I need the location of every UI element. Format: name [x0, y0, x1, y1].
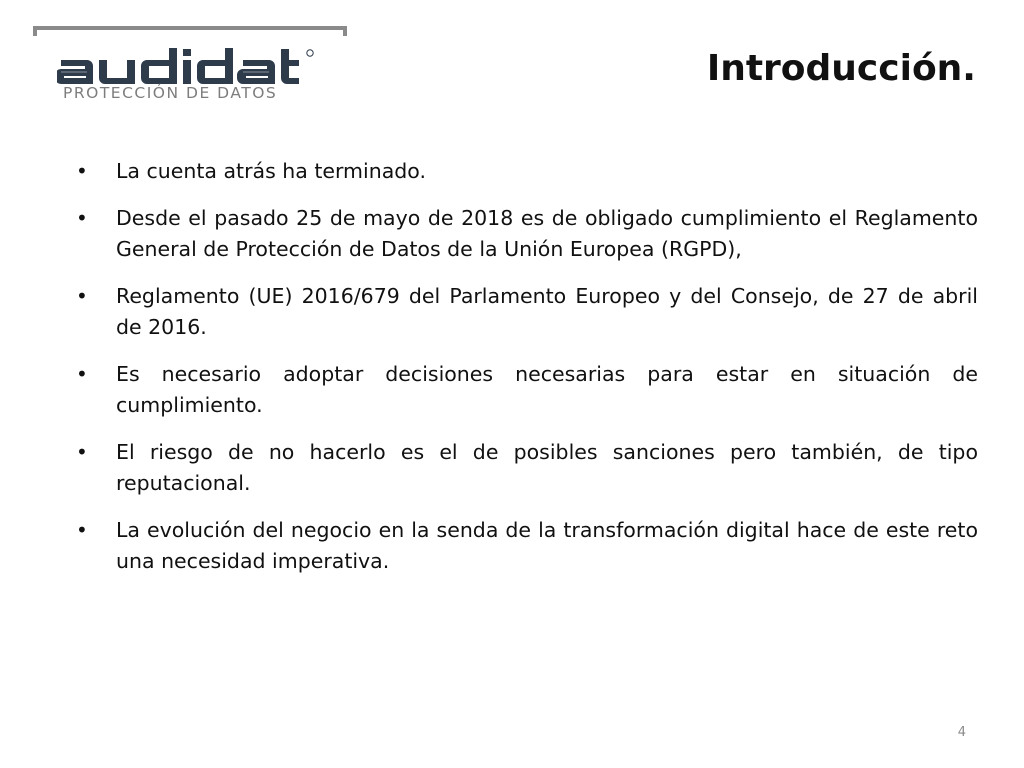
bullet-text: El riesgo de no hacerlo es el de posibles sanciones pero también, de tipo reputacional.: [116, 440, 978, 495]
bullet-icon: •: [76, 440, 88, 464]
logo-bracket: [33, 26, 347, 36]
logo-tagline: PROTECCIÓN DE DATOS: [63, 84, 278, 102]
bullet-icon: •: [76, 518, 88, 542]
bullet-item: [73, 437, 978, 499]
bullet-item: [73, 156, 978, 187]
logo-wordmark: [57, 44, 329, 88]
bullet-text: La evolución del negocio en la senda de la transformación digital hace de este reto una necesidad imperativa.: [116, 518, 978, 573]
bullet-item: [73, 359, 978, 421]
bullet-text: Es necesario adoptar decisiones necesarias para estar en situación de cumplimiento.: [116, 362, 978, 417]
bullet-text: La cuenta atrás ha terminado.: [116, 159, 426, 183]
bullet-icon: •: [76, 206, 88, 230]
bullet-icon: •: [76, 284, 88, 308]
bullet-text: Desde el pasado 25 de mayo de 2018 es de obligado cumplimiento el Reglamento General de Protección de Datos de la Unión Europea (RGPD),: [116, 206, 978, 261]
slide-title: Introducción.: [706, 48, 976, 89]
bullet-icon: •: [76, 362, 88, 386]
bullet-list: [73, 156, 978, 593]
bullet-item: [73, 203, 978, 265]
bullet-item: [73, 281, 978, 343]
bullet-item: [73, 515, 978, 577]
bullet-icon: •: [76, 159, 88, 183]
page-number: 4: [957, 725, 966, 740]
bullet-text: Reglamento (UE) 2016/679 del Parlamento Europeo y del Consejo, de 27 de abril de 2016.: [116, 284, 978, 339]
audidat-logo: [33, 26, 351, 104]
